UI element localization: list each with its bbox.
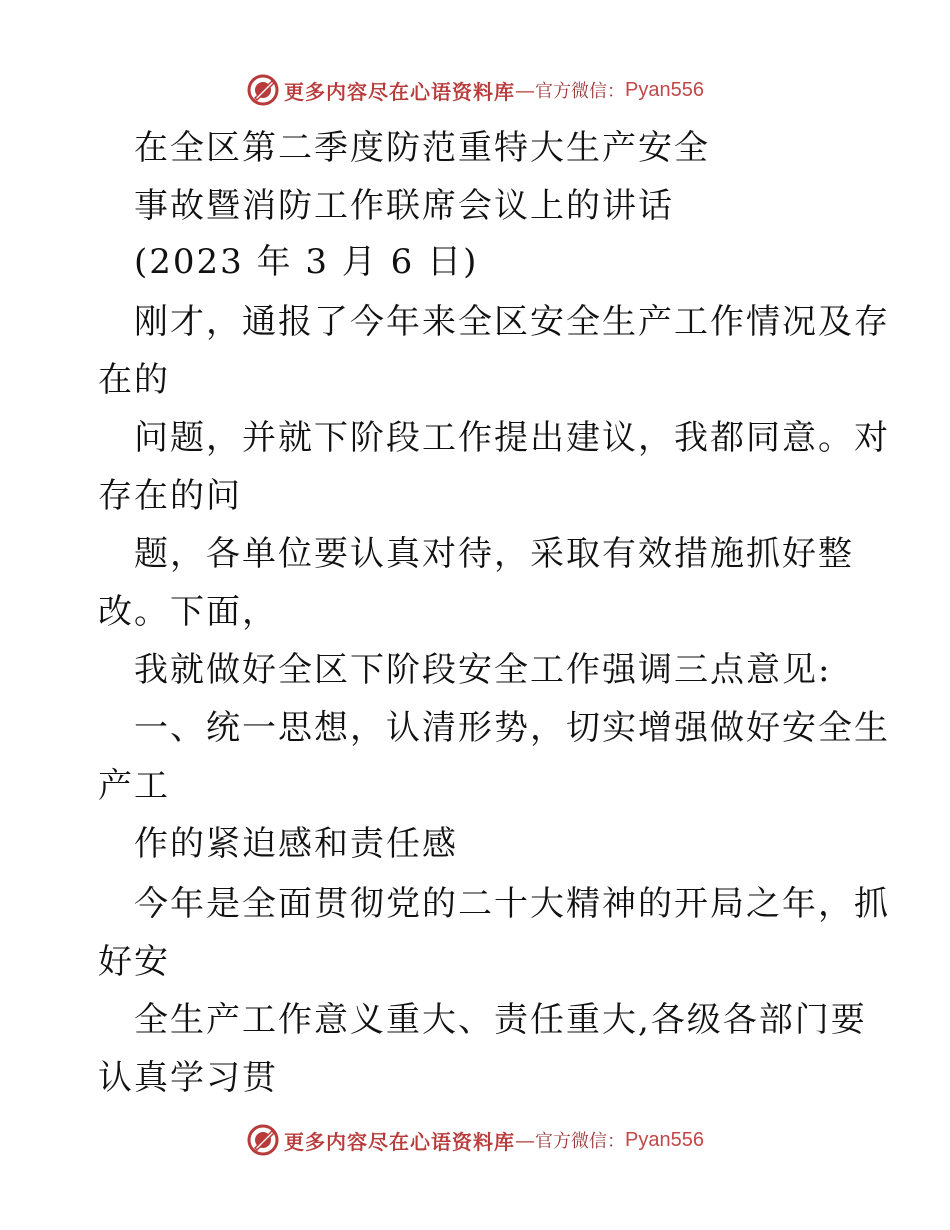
watermark-id: Pyan556 <box>625 1128 704 1151</box>
body-line: 存在的问 <box>98 476 242 516</box>
watermark-sub-text: 官方微信： <box>535 1131 626 1152</box>
section-heading-line: 一、统一思想，认清形势，切实增强做好安全生 <box>134 708 890 748</box>
body-line: 题，各单位要认真对待，采取有效措施抓好整 <box>134 534 854 574</box>
body-line: 认真学习贯 <box>98 1058 278 1098</box>
section-heading-line: 作的紧迫感和责任感 <box>134 824 458 864</box>
speech-date: (2023 年 3 月 6 日) <box>134 242 479 282</box>
watermark-main-text: 更多内容尽在心语资料库 <box>284 79 516 104</box>
body-line: 全生产工作意义重大、责任重大,各级各部门要 <box>134 1000 867 1040</box>
header-watermark <box>0 72 950 108</box>
body-line: 问题，并就下阶段工作提出建议，我都同意。对 <box>134 418 890 458</box>
watermark-dash: — <box>515 78 536 102</box>
title-line-2: 事故暨消防工作联席会议上的讲话 <box>134 186 674 226</box>
body-line: 在的 <box>98 360 170 400</box>
body-line: 好安 <box>98 942 170 982</box>
body-line: 今年是全面贯彻党的二十大精神的开局之年，抓 <box>134 884 890 924</box>
pen-logo-icon <box>246 73 280 107</box>
footer-watermark <box>0 1122 950 1158</box>
section-heading-line: 产工 <box>98 766 170 806</box>
watermark-dash: — <box>515 1128 536 1152</box>
body-line: 改。下面， <box>98 592 278 632</box>
body-line: 我就做好全区下阶段安全工作强调三点意见: <box>134 650 832 690</box>
title-line-1: 在全区第二季度防范重特大生产安全 <box>134 128 710 168</box>
watermark-id: Pyan556 <box>625 78 704 101</box>
body-line: 刚才，通报了今年来全区安全生产工作情况及存 <box>134 302 890 342</box>
watermark-main-text: 更多内容尽在心语资料库 <box>284 1129 516 1154</box>
watermark-sub-text: 官方微信： <box>535 81 626 102</box>
pen-logo-icon <box>246 1123 280 1157</box>
